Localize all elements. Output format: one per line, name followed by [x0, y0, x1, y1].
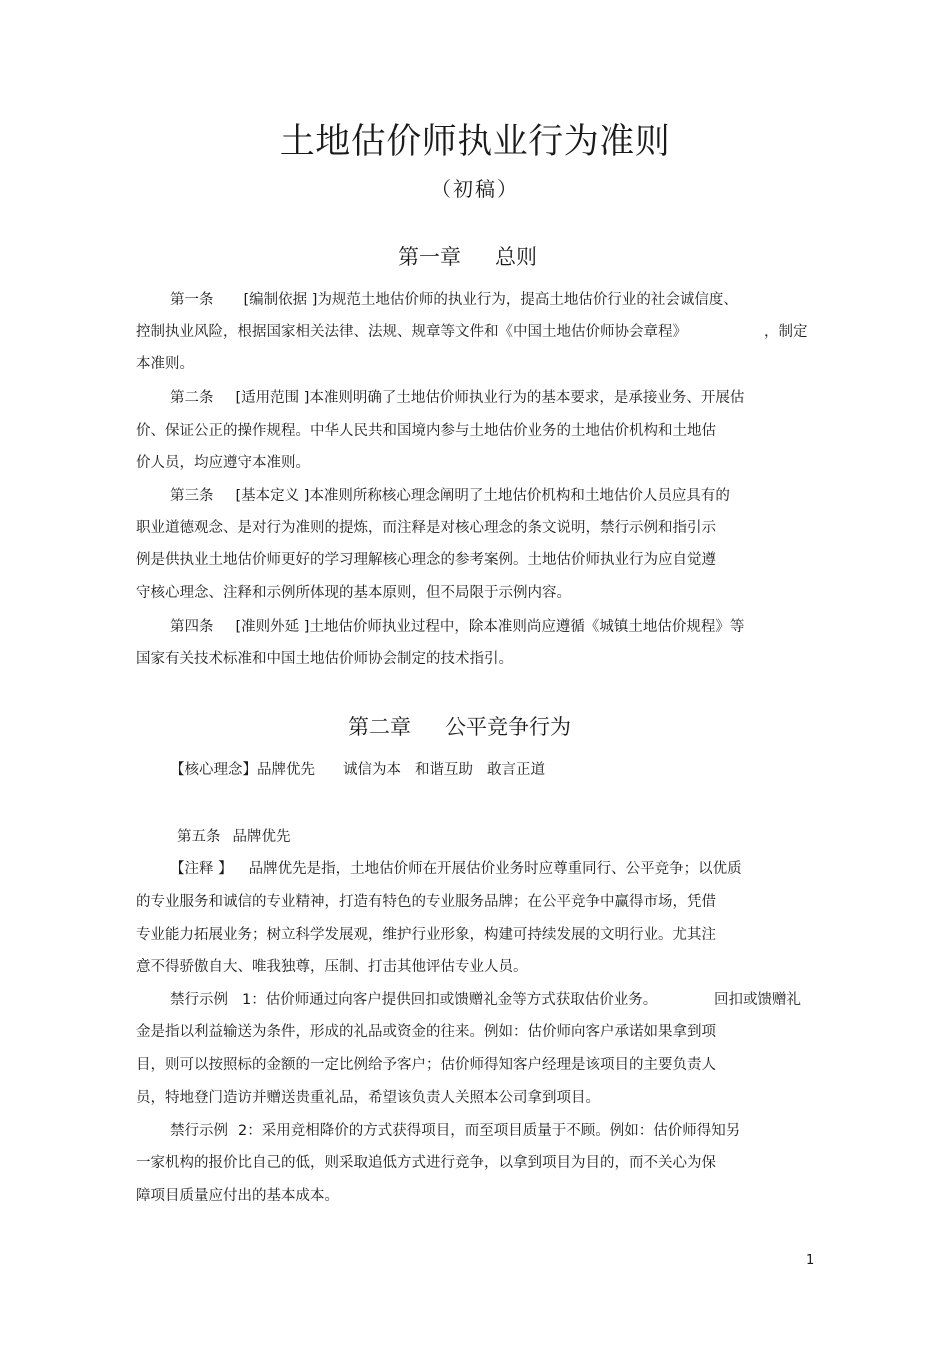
- example-2-line-2: 一家机构的报价比自己的低，则采取追低方式进行竞争，以拿到项目为目的，而不关心为保: [136, 1155, 716, 1171]
- example-1-number: 1：: [242, 992, 266, 1008]
- example-2-line-1: [170, 1121, 740, 1141]
- article-4-heading: [准则外延 ]: [235, 619, 310, 635]
- example-1-line-4: 员，特地登门造访并赠送贵重礼品，希望该负责人关照本公司拿到项目。: [136, 1090, 600, 1106]
- example-2-label: 禁行示例: [170, 1123, 228, 1139]
- note-line-2: 的专业服务和诚信的专业精神，打造有特色的专业服务品牌；在公平竞争中赢得市场，凭借: [136, 894, 716, 910]
- note-line-1: [170, 859, 742, 879]
- article-2-heading: [适用范围 ]: [235, 390, 310, 406]
- article-4-line-1: [170, 617, 744, 637]
- chapter-1-heading: [398, 242, 537, 272]
- example-2-text: 采用竞相降价的方式获得项目，而至项目质量于不顾。例如：估价师得知另: [261, 1123, 741, 1139]
- article-3-heading: [基本定义 ]: [235, 488, 310, 504]
- article-3-text: 本准则所称核心理念阐明了土地估价机构和土地估价人员应具有的: [309, 488, 730, 504]
- core-concepts-label: 【核心理念】: [170, 762, 257, 778]
- core-concepts: [170, 760, 545, 780]
- article-4-line-2: 国家有关技术标准和中国土地估价师协会制定的技术指引。: [136, 651, 513, 667]
- article-3-line-4: 守核心理念、注释和示例所体现的基本原则，但不局限于示例内容。: [136, 585, 571, 601]
- example-2-line-3: 障项目质量应付出的基本成本。: [136, 1188, 339, 1204]
- chapter-1-number: 第一章: [398, 245, 461, 269]
- article-5-name: 品牌优先: [232, 829, 291, 845]
- article-3-line-3: 例是供执业土地估价师更好的学习理解核心理念的参考案例。土地估价师执业行为应自觉遵: [136, 552, 716, 568]
- article-2-text: 本准则明确了土地估价师执业行为的基本要求，是承接业务、开展估: [309, 390, 745, 406]
- article-5-label: 第五条: [177, 829, 221, 845]
- article-1-line-3: 本准则。: [136, 356, 194, 372]
- core-concept-item: 敢言正道: [487, 762, 545, 778]
- example-1-line-3: 目，则可以按照标的金额的一定比例给予客户；估价师得知客户经理是该项目的主要负责人: [136, 1057, 716, 1073]
- article-3-label: 第三条: [170, 488, 214, 504]
- chapter-2-name: 公平竞争行为: [445, 715, 571, 739]
- article-1-text: 控制执业风险，根据国家相关法律、法规、规章等文件和《中国土地估价师协会章程》: [136, 324, 687, 340]
- example-1-text: 估价师通过向客户提供回扣或馈赠礼金等方式获取估价业务。: [265, 992, 658, 1008]
- note-line-4: 意不得骄傲自大、唯我独尊，压制、打击其他评估专业人员。: [136, 959, 528, 975]
- article-3-line-1: [170, 486, 730, 506]
- article-1-line-2: [136, 322, 687, 342]
- note-label: 【注释 】: [170, 861, 233, 877]
- article-1-line-1: [170, 290, 738, 310]
- example-1-label: 禁行示例: [170, 992, 228, 1008]
- core-concept-item: 和谐互助: [415, 762, 473, 778]
- example-1-line-1: [170, 990, 657, 1010]
- example-2-number: 2：: [238, 1123, 262, 1139]
- example-1-line-1-end: 回扣或馈赠礼: [714, 992, 801, 1008]
- core-concept-item: 诚信为本: [343, 762, 401, 778]
- article-2-label: 第二条: [170, 390, 214, 406]
- article-3-line-2: 职业道德观念、是对行为准则的提炼，而注释是对核心理念的条文说明，禁行示例和指引示: [136, 520, 716, 536]
- core-concept-item: 品牌优先: [257, 762, 315, 778]
- document-title: 土地估价师执业行为准则: [279, 122, 671, 162]
- article-1-heading: [编制依据 ]: [243, 292, 318, 308]
- article-1-line-2-end: ，制定: [764, 324, 808, 340]
- article-2-line-2: 价、保证公正的操作规程。中华人民共和国境内参与土地估价业务的土地估价机构和土地估: [136, 423, 716, 439]
- article-2-line-3: 价人员，均应遵守本准则。: [136, 455, 310, 471]
- note-line-3: 专业能力拓展业务；树立科学发展观，维护行业形象，构建可持续发展的文明行业。尤其注: [136, 927, 716, 943]
- article-2-line-1: [170, 388, 744, 408]
- article-5-title: [177, 827, 291, 847]
- chapter-1-name: 总则: [495, 245, 537, 269]
- note-text: 品牌优先是指，土地估价师在开展估价业务时应尊重同行、公平竞争；以优质: [248, 861, 742, 877]
- article-1-text: 为规范土地估价师的执业行为，提高土地估价行业的社会诚信度、: [317, 292, 738, 308]
- chapter-2-heading: [348, 712, 571, 742]
- example-1-line-2: 金是指以利益输送为条件，形成的礼品或资金的往来。例如：估价师向客户承诺如果拿到项: [136, 1024, 716, 1040]
- article-4-label: 第四条: [170, 619, 214, 635]
- chapter-2-number: 第二章: [348, 715, 411, 739]
- article-1-label: 第一条: [170, 292, 214, 308]
- article-4-text: 土地估价师执业过程中，除本准则尚应遵循《城镇土地估价规程》等: [309, 619, 745, 635]
- page-number: 1: [806, 1253, 815, 1268]
- document-subtitle: （初稿）: [431, 177, 519, 201]
